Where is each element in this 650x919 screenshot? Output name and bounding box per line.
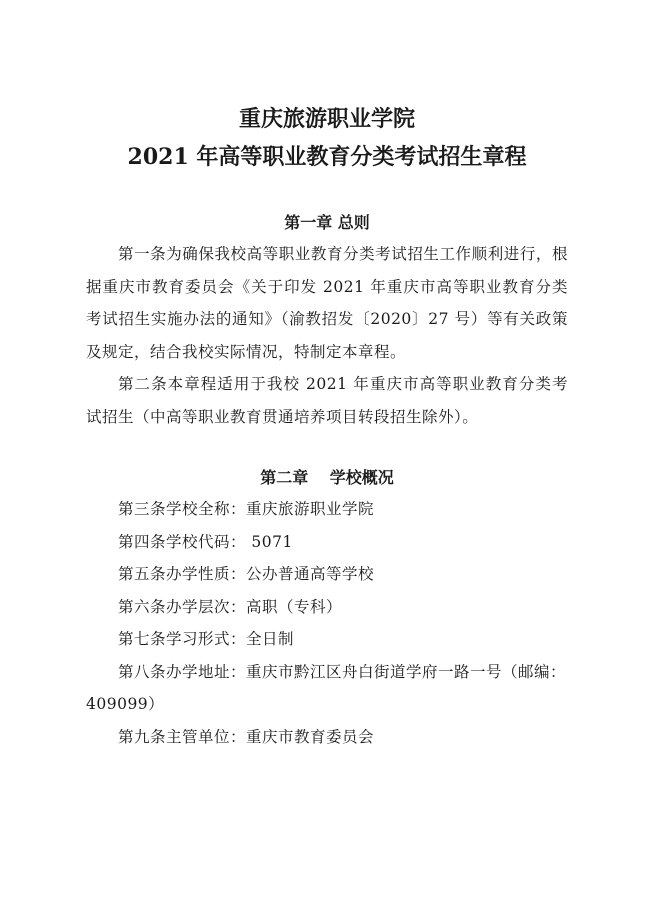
chapter2-article3: 第三条学校全称：重庆旅游职业学院: [118, 500, 375, 518]
title-block: [86, 0, 568, 176]
chapter2-article7: 第七条学习形式：全日制: [118, 630, 295, 648]
chapter2-article9: 第九条主管单位：重庆市教育委员会: [118, 727, 375, 746]
document-title-line1: 重庆旅游职业学院: [238, 106, 415, 132]
chapter1-article2: 第二条本章程适用于我校 2021 年重庆市高等职业教育分类考试招生（中高等职业教育贯通培养项目转段招生除外）。: [86, 375, 568, 426]
document-title-line2: 2021 年高等职业教育分类考试招生章程: [127, 144, 527, 170]
chapter1-article1: 第一条为确保我校高等职业教育分类考试招生工作顺利进行，根据重庆市教育委员会《关于印发 2021 年重庆市高等职业教育分类考试招生实施办法的通知》（渝教招发〔2020〕27 号）等有关政策及规定，结合我校实际情况，特制定本章程。: [86, 245, 568, 361]
chapter2-heading: 第二章 学校概况: [260, 468, 394, 487]
chapter1-heading: 第一章 总则: [284, 213, 370, 232]
chapter2-article8: 第八条办学地址：重庆市黔江区舟白街道学府一路一号（邮编：409099）: [86, 662, 567, 713]
chapter2-article4: 第四条学校代码： 5071: [118, 532, 293, 551]
chapter2-article5: 第五条办学性质：公办普通高等学校: [118, 565, 375, 583]
chapter2-article6: 第六条办学层次：高职（专科）: [118, 597, 343, 616]
